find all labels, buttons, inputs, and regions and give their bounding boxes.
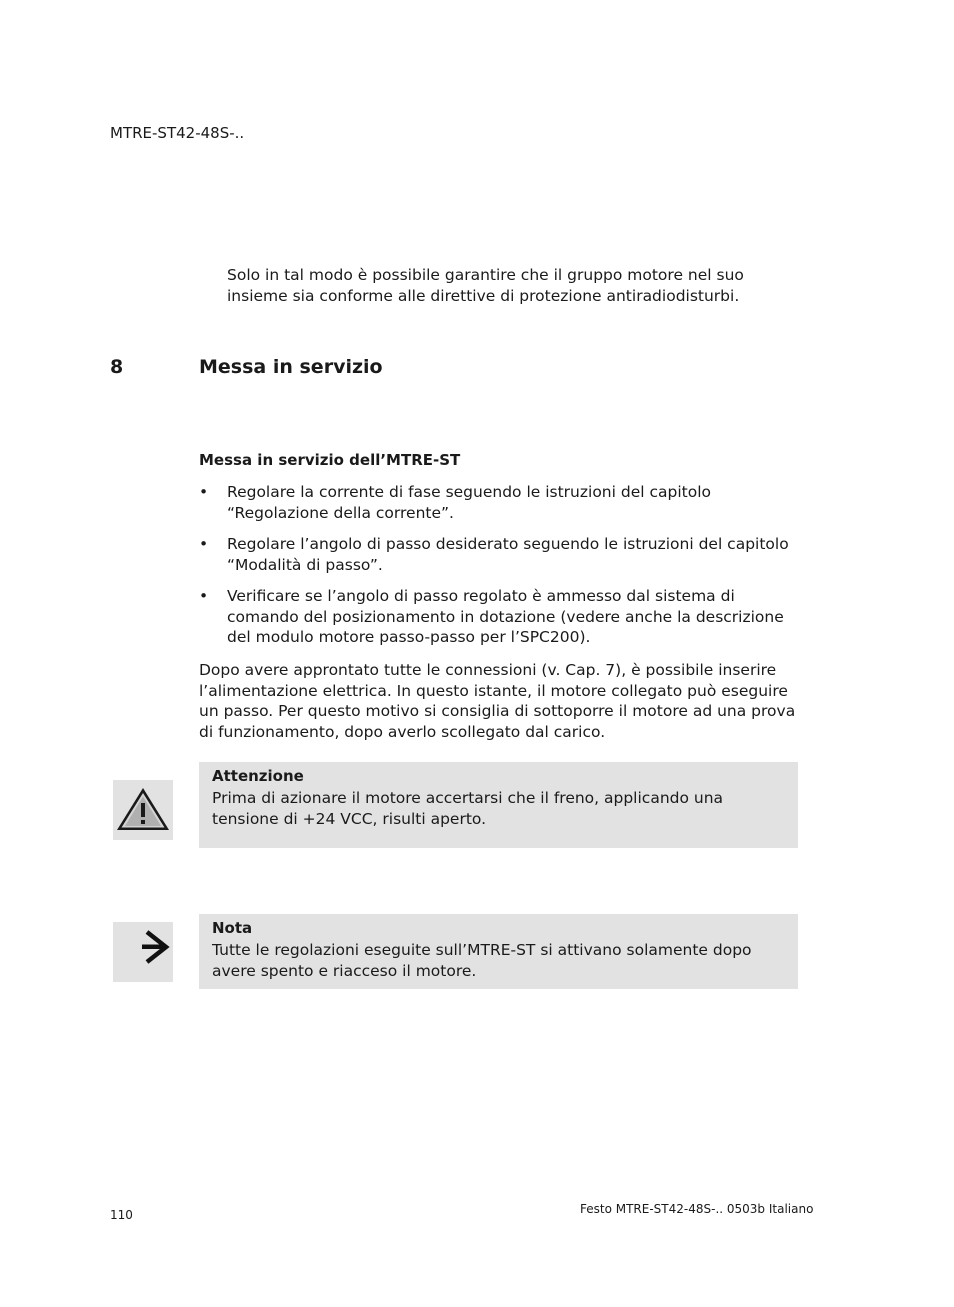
subheading: Messa in servizio dell’MTRE-ST: [199, 451, 461, 469]
note-notice: [199, 914, 798, 989]
bullet-text: Regolare l’angolo di passo desiderato seguendo le istruzioni del capitolo “Modalità di passo”.: [227, 535, 789, 574]
warning-triangle-icon: [113, 780, 173, 840]
section-title: Messa in servizio: [199, 356, 383, 378]
footer-document-info: Festo MTRE-ST42-48S-.. 0503b Italiano: [580, 1202, 814, 1216]
bullet-item: [199, 586, 799, 648]
intro-paragraph: Solo in tal modo è possibile garantire che il gruppo motore nel suo insieme sia conforme alle direttive di protezione antiradiodisturbi.: [227, 266, 744, 305]
body-paragraph: Dopo avere approntato tutte le connessioni (v. Cap. 7), è possibile inserire l’alimentazione elettrica. In questo istante, il motore collegato può eseguire un passo. Per questo motivo si consiglia di sottoporre il motore ad una prova di funzionamento, dopo averlo scollegato dal carico.: [199, 661, 796, 741]
note-text: Tutte le regolazioni eseguite sull’MTRE-ST si attivano solamente dopo avere spento e riacceso il motore.: [212, 941, 752, 980]
bullet-text: Regolare la corrente di fase seguendo le istruzioni del capitolo “Regolazione della corrente”.: [227, 483, 711, 522]
bullet-item: [199, 534, 799, 575]
warning-icon-box: [113, 780, 173, 840]
arrow-right-icon: [113, 922, 173, 982]
note-icon-box: [113, 922, 173, 982]
warning-text: Prima di azionare il motore accertarsi che il freno, applicando una tensione di +24 VCC, risulti aperto.: [212, 789, 724, 828]
bullet-item: [199, 482, 799, 523]
bullet-dot: •: [199, 535, 209, 553]
bullet-list: [199, 482, 799, 659]
warning-title: Attenzione: [212, 767, 304, 785]
note-title: Nota: [212, 919, 253, 937]
warning-notice: [199, 762, 798, 848]
bullet-dot: •: [199, 587, 209, 605]
section-number: 8: [110, 356, 124, 378]
bullet-text: Verificare se l’angolo di passo regolato è ammesso dal sistema di comando del posizionamento in dotazione (vedere anche la descrizione del modulo motore passo-passo per l’SPC200).: [227, 587, 784, 646]
page-header: MTRE-ST42-48S-..: [110, 124, 245, 142]
bullet-dot: •: [199, 483, 209, 501]
page-number: 110: [110, 1208, 133, 1222]
